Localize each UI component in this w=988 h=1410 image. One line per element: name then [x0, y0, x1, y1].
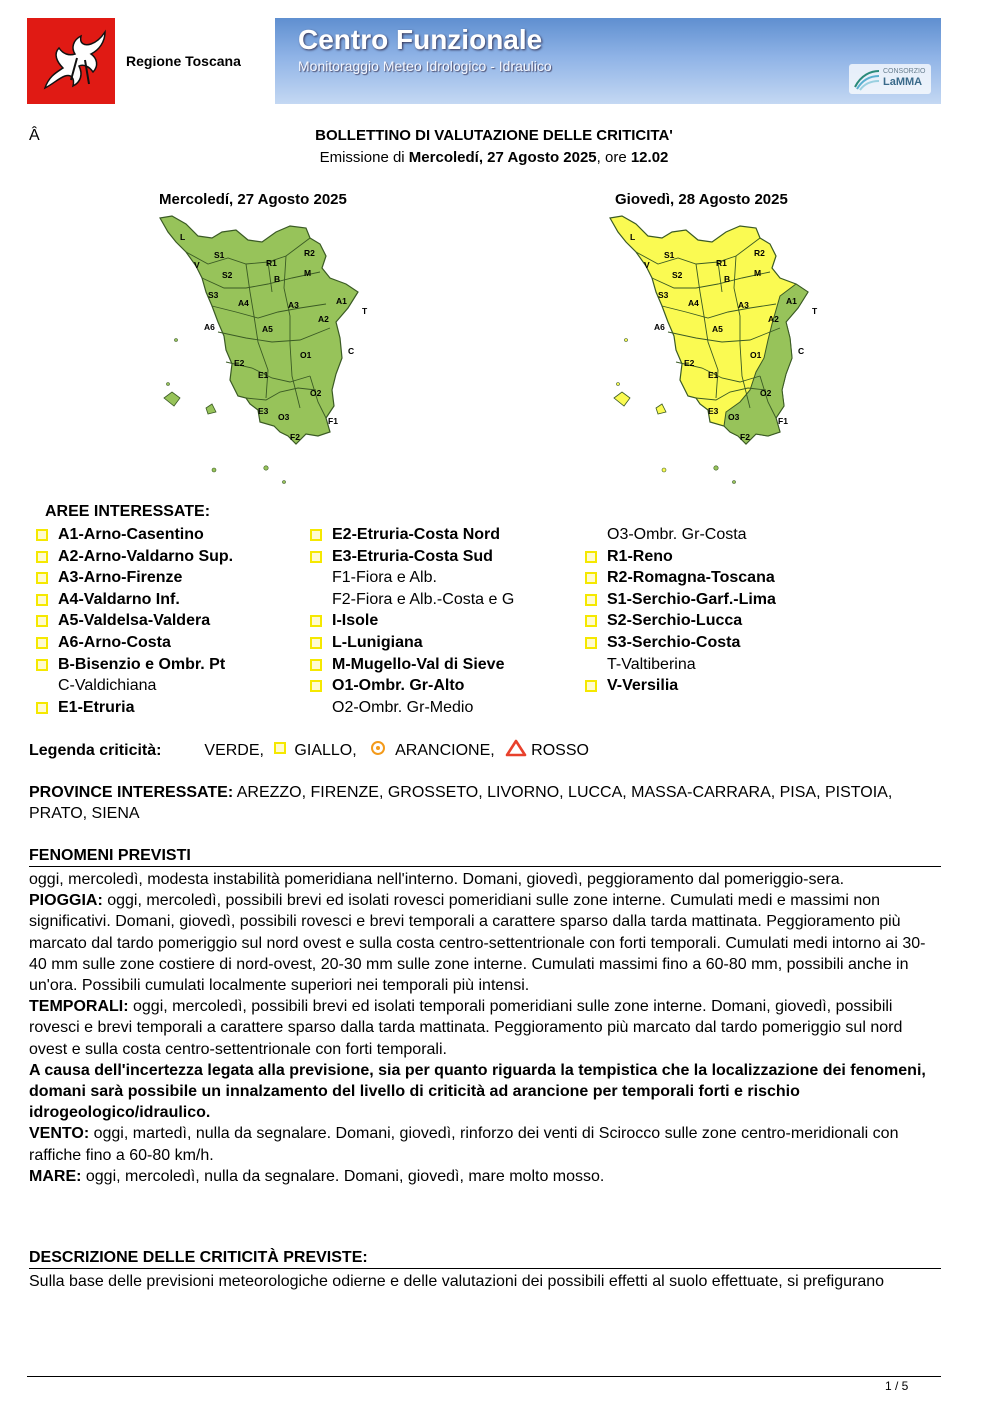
svg-text:F2: F2 [740, 432, 750, 442]
yellow-square-icon [585, 615, 597, 627]
area-label: O2-Ombr. Gr-Medio [332, 698, 474, 716]
area-item [578, 632, 776, 654]
svg-text:A1: A1 [336, 296, 347, 306]
area-label: M-Mugello-Val di Sieve [332, 655, 505, 673]
sea-text: oggi, mercoledì, nulla da segnalare. Domani, giovedì, mare molto mosso. [81, 1167, 605, 1185]
yellow-square-icon [36, 594, 48, 606]
svg-text:V: V [644, 260, 650, 270]
area-item [303, 610, 514, 632]
criticality-legend [29, 739, 589, 761]
yellow-square-icon [36, 551, 48, 563]
area-item [303, 567, 514, 589]
svg-text:E3: E3 [258, 406, 269, 416]
svg-text:A3: A3 [288, 300, 299, 310]
svg-text:B: B [274, 274, 281, 284]
map-today-label: Mercoledí, 27 Agosto 2025 [159, 191, 347, 208]
legend-yellow: GIALLO, [294, 742, 357, 760]
area-item [578, 654, 776, 676]
yellow-square-icon [310, 659, 322, 671]
red-triangle-icon [505, 739, 527, 757]
yellow-square-icon [36, 572, 48, 584]
svg-text:S2: S2 [222, 270, 233, 280]
svg-text:R1: R1 [266, 258, 277, 268]
yellow-square-icon [585, 551, 597, 563]
bulletin-title: BOLLETTINO DI VALUTAZIONE DELLE CRITICITA' [315, 127, 673, 144]
area-label: R2-Romagna-Toscana [607, 569, 775, 587]
emission-date: Mercoledí, 27 Agosto 2025 [408, 149, 597, 166]
svg-text:E2: E2 [684, 358, 695, 368]
banner-title: Centro Funzionale [298, 24, 543, 55]
areas-column-2 [303, 524, 514, 718]
area-item [578, 675, 776, 697]
area-label: E1-Etruria [58, 698, 135, 716]
description-text: Sulla base delle previsioni meteorologiche odierne e delle valutazioni dei possibili effetti al suolo effettuate, si prefigurano [29, 1273, 885, 1290]
svg-text:O2: O2 [310, 388, 322, 398]
area-label: A5-Valdelsa-Valdera [58, 612, 211, 630]
storm-text: oggi, mercoledì, possibili brevi ed isolati temporali pomeridiani sulle zone interne. Domani, giovedì, possibili rovesci e brevi temporali a carattere sparso dalla tarda mattinata. Peggioramento più marcato dal tardo pomeriggio sul nord ovest e sulla costa centro-settentrionale con forti temporali. [29, 998, 903, 1058]
area-item [29, 546, 233, 568]
svg-text:C: C [798, 346, 805, 356]
yellow-square-icon [310, 529, 322, 541]
svg-text:O1: O1 [750, 350, 762, 360]
svg-text:R1: R1 [716, 258, 727, 268]
regione-toscana-logo [27, 18, 115, 104]
yellow-square-icon [36, 615, 48, 627]
lamma-logo [849, 64, 931, 94]
emission-time: 12.02 [630, 149, 669, 166]
yellow-square-icon [36, 637, 48, 649]
area-label: L-Lunigiana [332, 633, 423, 651]
storm-label: TEMPORALI: [29, 998, 129, 1016]
svg-text:T: T [812, 306, 818, 316]
svg-text:O2: O2 [760, 388, 772, 398]
area-item [578, 610, 776, 632]
yellow-square-icon [585, 680, 597, 692]
area-label: S3-Serchio-Costa [607, 633, 741, 651]
svg-text:A6: A6 [204, 322, 215, 332]
svg-text:F1: F1 [778, 416, 788, 426]
svg-text:R2: R2 [754, 248, 765, 258]
area-label: O1-Ombr. Gr-Alto [332, 677, 465, 695]
area-label: S1-Serchio-Garf.-Lima [607, 590, 776, 608]
area-label: B-Bisenzio e Ombr. Pt [58, 655, 226, 673]
area-item [29, 524, 233, 546]
footer-divider [27, 1376, 941, 1377]
area-item [29, 632, 233, 654]
svg-text:F1: F1 [328, 416, 338, 426]
svg-text:E1: E1 [708, 370, 719, 380]
area-item [29, 697, 233, 719]
emission-line [0, 149, 988, 166]
area-label: A2-Arno-Valdarno Sup. [58, 547, 234, 565]
yellow-square-icon [585, 637, 597, 649]
area-item [578, 524, 776, 546]
area-label: T-Valtiberina [607, 655, 696, 673]
description-title: DESCRIZIONE DELLE CRITICITÀ PREVISTE: [29, 1249, 941, 1269]
page-number: 1 / 5 [885, 1379, 909, 1393]
svg-text:A3: A3 [738, 300, 749, 310]
region-name: Regione Toscana [126, 53, 241, 69]
area-item [29, 675, 233, 697]
area-item [303, 654, 514, 676]
phenomena-title: FENOMENI PREVISTI [29, 847, 941, 867]
area-item [578, 589, 776, 611]
svg-text:A4: A4 [688, 298, 699, 308]
area-item [303, 697, 514, 719]
yellow-square-icon [310, 680, 322, 692]
area-label: S2-Serchio-Lucca [607, 612, 743, 630]
yellow-square-icon [274, 742, 286, 754]
area-label: I-Isole [332, 612, 379, 630]
phenomena-intro: oggi, mercoledì, modesta instabilità pomeridiana nell'interno. Domani, giovedì, peggioramento dal pomeriggio-sera. [29, 871, 845, 888]
area-label: E3-Etruria-Costa Sud [332, 547, 493, 565]
stray-character: Â [29, 127, 40, 144]
area-item [29, 589, 233, 611]
banner-subtitle: Monitoraggio Meteo Idrologico - Idraulico [298, 58, 552, 74]
area-label: O3-Ombr. Gr-Costa [607, 526, 747, 543]
area-item [303, 546, 514, 568]
svg-text:A6: A6 [654, 322, 665, 332]
provinces [29, 782, 929, 824]
legend-orange: ARANCIONE, [395, 742, 495, 760]
rain-label: PIOGGIA: [29, 892, 103, 910]
svg-text:A2: A2 [318, 314, 329, 324]
rain-text: oggi, mercoledì, possibili brevi ed isolati rovesci pomeridiani sulle zone interne. Cumulati medi e massimi non significativi. Domani, giovedì, possibili rovesci e brevi temporali a carattere sparso dalla tarda mattinata. Peggioramento più marcato dal tardo pomeriggio sul nord ovest e sulla costa centro-settentrionale con forti temporali. Cumulati medi intorno ai 30-40 mm sulle zone costiere di nord-ovest, 20-30 mm sulle zone interne. Cumulati massimi fino a 60-80 mm, possibili anche in un'ora. Possibili cumulati localmente superiori nei temporali più intensi. [29, 892, 926, 995]
svg-text:O1: O1 [300, 350, 312, 360]
areas-title: AREE INTERESSATE: [45, 503, 211, 520]
area-item [29, 610, 233, 632]
svg-text:S1: S1 [664, 250, 675, 260]
centro-funzionale-banner [275, 18, 941, 104]
legend-title: Legenda criticità: [29, 742, 162, 760]
area-item [29, 567, 233, 589]
yellow-square-icon [310, 637, 322, 649]
svg-text:S3: S3 [658, 290, 669, 300]
svg-text:F2: F2 [290, 432, 300, 442]
svg-text:E2: E2 [234, 358, 245, 368]
lamma-name: LaMMA [883, 76, 923, 88]
svg-text:C: C [348, 346, 355, 356]
svg-text:T: T [362, 306, 368, 316]
emission-mid: , ore [596, 149, 631, 166]
svg-text:R2: R2 [304, 248, 315, 258]
legend-green: VERDE, [204, 742, 264, 760]
svg-text:A1: A1 [786, 296, 797, 306]
svg-text:A5: A5 [262, 324, 273, 334]
svg-text:A4: A4 [238, 298, 249, 308]
area-label: A3-Arno-Firenze [58, 569, 183, 587]
area-item [303, 524, 514, 546]
lamma-consorzio: CONSORZIO [883, 68, 926, 75]
svg-text:B: B [724, 274, 731, 284]
area-label: A1-Arno-Casentino [58, 526, 204, 543]
phenomena-body [29, 869, 941, 1187]
area-item [578, 546, 776, 568]
area-label: F2-Fiora e Alb.-Costa e G [332, 590, 515, 608]
orange-circle-icon [371, 741, 385, 755]
svg-text:L: L [180, 232, 186, 242]
area-label: V-Versilia [607, 677, 679, 695]
area-label: A6-Arno-Costa [58, 633, 171, 651]
area-item [578, 567, 776, 589]
svg-text:E1: E1 [258, 370, 269, 380]
svg-text:O3: O3 [278, 412, 290, 422]
svg-text:E3: E3 [708, 406, 719, 416]
area-item [303, 675, 514, 697]
wind-text: oggi, martedì, nulla da segnalare. Domani, giovedì, rinforzo dei venti di Scirocco sulle zone centro-meridionali con raffiche fino a 60-80 km/h. [29, 1125, 899, 1164]
wind-label: VENTO: [29, 1125, 90, 1143]
area-label: F1-Fiora e Alb. [332, 569, 437, 587]
svg-text:M: M [754, 268, 762, 278]
map-today [150, 212, 450, 502]
map-tomorrow-label: Giovedì, 28 Agosto 2025 [615, 191, 788, 208]
svg-text:S3: S3 [208, 290, 219, 300]
sea-label: MARE: [29, 1167, 82, 1185]
svg-text:V: V [194, 260, 200, 270]
lamma-swirl-icon [853, 67, 881, 91]
area-label: R1-Reno [607, 547, 673, 565]
area-label: C-Valdichiana [58, 677, 157, 695]
yellow-square-icon [36, 702, 48, 714]
svg-text:S2: S2 [672, 270, 683, 280]
provinces-value: AREZZO, FIRENZE, GROSSETO, LIVORNO, LUCCA, MASSA-CARRARA, PISA, PISTOIA, PRATO, SIENA [29, 784, 893, 822]
emission-prefix: Emissione di [319, 149, 409, 166]
area-item [303, 589, 514, 611]
svg-text:O3: O3 [728, 412, 740, 422]
pegasus-icon [27, 18, 115, 104]
provinces-label: PROVINCE INTERESSATE: [29, 784, 234, 801]
legend-red: ROSSO [531, 742, 589, 760]
area-item [29, 654, 233, 676]
area-label: E2-Etruria-Costa Nord [332, 526, 501, 543]
areas-column-3 [578, 524, 776, 697]
map-tomorrow [600, 212, 900, 502]
yellow-square-icon [585, 594, 597, 606]
svg-text:A2: A2 [768, 314, 779, 324]
svg-text:M: M [304, 268, 312, 278]
yellow-square-icon [36, 659, 48, 671]
yellow-square-icon [585, 572, 597, 584]
area-label: A4-Valdarno Inf. [58, 590, 180, 608]
yellow-square-icon [310, 615, 322, 627]
uncertainty-warning: A causa dell'incertezza legata alla previsione, sia per quanto riguarda la tempistica che la localizzazione dei fenomeni, domani sarà possibile un innalzamento del livello di criticità ad arancione per temporali forti e rischio idrogeologico/idraulico. [29, 1061, 926, 1122]
svg-text:A5: A5 [712, 324, 723, 334]
yellow-square-icon [36, 529, 48, 541]
yellow-square-icon [310, 551, 322, 563]
svg-text:L: L [630, 232, 636, 242]
areas-column-1 [29, 524, 233, 718]
svg-text:S1: S1 [214, 250, 225, 260]
area-item [303, 632, 514, 654]
